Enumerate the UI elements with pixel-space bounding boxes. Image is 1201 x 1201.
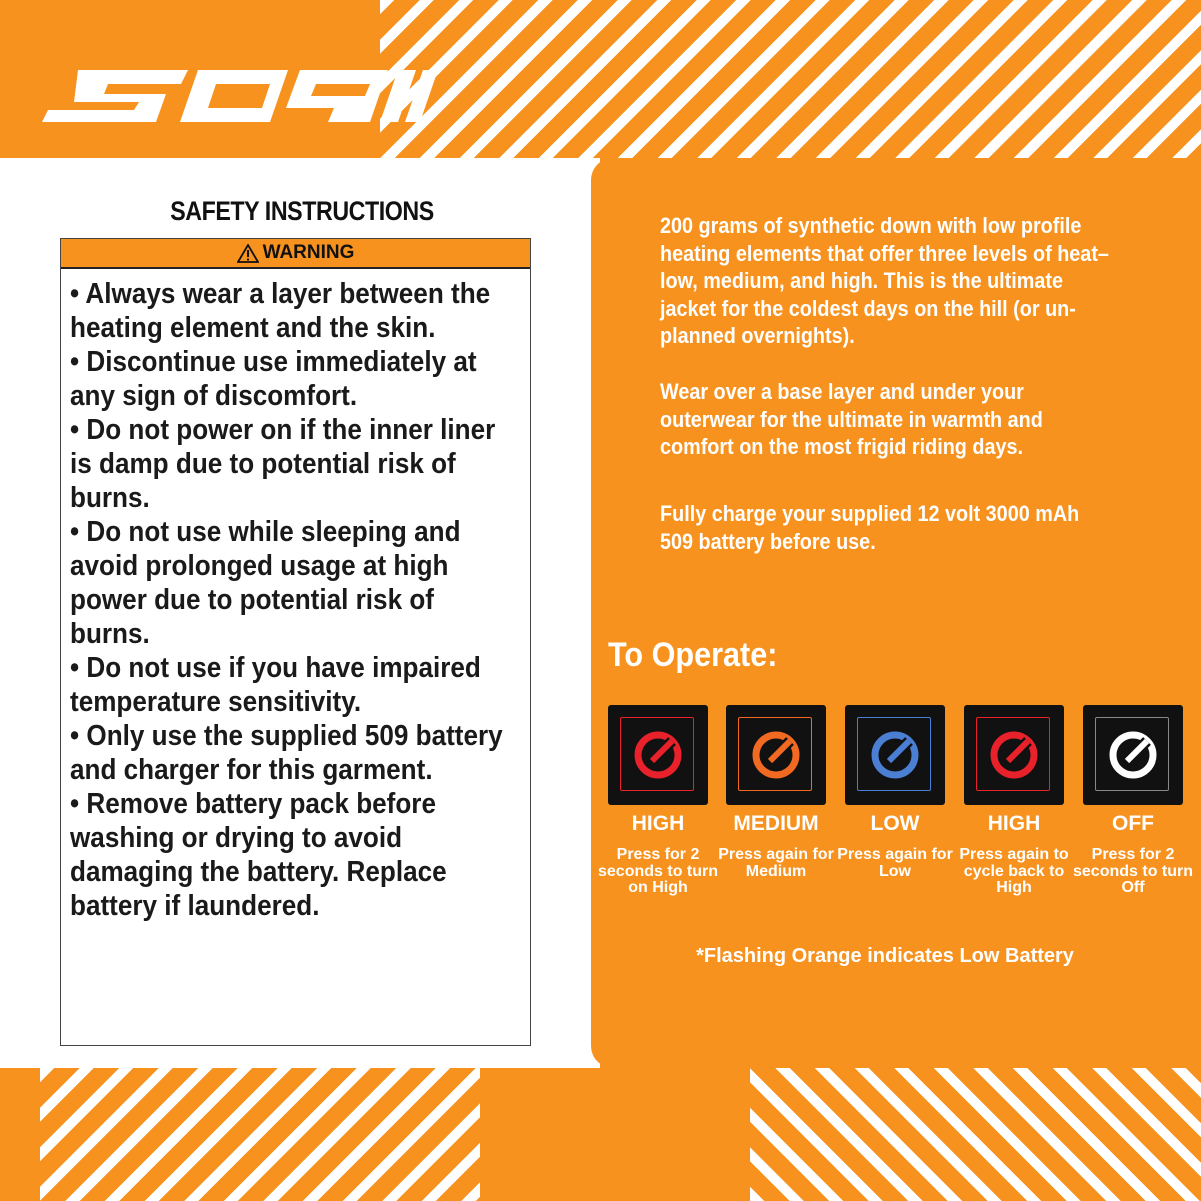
description-paragraph-1: 200 grams of synthetic down with low profile heating elements that offer three levels of heat–low, medium, and high. This is the ultimate jacket for the coldest days on the hill (or un-planned overnights).	[660, 213, 1109, 348]
warning-header	[61, 239, 530, 269]
power-icon	[1103, 725, 1163, 785]
safety-item: • Do not use while sleeping and avoid prolonged usage at high power due to potential risk of burns.	[70, 516, 461, 650]
level-hint: Press for 2 seconds to turn on High	[598, 846, 719, 896]
warning-label: WARNING	[262, 242, 355, 263]
power-button-high-again	[964, 705, 1064, 805]
warning-triangle-icon	[237, 244, 259, 263]
decorative-stripes-bottom-right	[750, 1068, 1201, 1201]
description-paragraph-2: Wear over a base layer and under your outerwear for the ultimate in warmth and comfort on the most frigid riding days.	[660, 379, 1043, 459]
level-hint: Press for 2 seconds to turn Off	[1073, 846, 1194, 896]
operate-step-medium	[716, 705, 836, 880]
level-label: HIGH	[987, 812, 1041, 835]
safety-item: • Do not power on if the inner liner is damp due to potential risk of burns.	[70, 414, 496, 514]
safety-item: • Always wear a layer between the heating element and the skin.	[70, 278, 491, 344]
decorative-stripes-bottom-left	[40, 1068, 480, 1201]
safety-item: • Only use the supplied 509 battery and charger for this garment.	[70, 720, 503, 786]
level-hint: Press again for Low	[837, 846, 953, 880]
safety-list	[61, 269, 520, 923]
power-button-medium	[726, 705, 826, 805]
operate-title: To Operate:	[608, 636, 778, 674]
power-icon	[628, 725, 688, 785]
operate-step-high	[598, 705, 718, 897]
safety-item: • Do not use if you have impaired temperature sensitivity.	[70, 652, 481, 718]
level-label: OFF	[1112, 812, 1154, 835]
decorative-stripes-top	[380, 0, 1201, 160]
description-paragraph-3: Fully charge your supplied 12 volt 3000 mAh 509 battery before use.	[660, 501, 1080, 554]
operate-step-low	[835, 705, 955, 880]
level-label: LOW	[870, 812, 920, 835]
operate-step-high-again	[954, 705, 1074, 897]
operate-buttons	[598, 705, 1201, 935]
power-icon	[865, 725, 925, 785]
safety-item: • Discontinue use immediately at any sign of discomfort.	[70, 346, 477, 412]
power-icon	[984, 725, 1044, 785]
power-icon	[746, 725, 806, 785]
level-label: MEDIUM	[733, 812, 819, 835]
safety-title: SAFETY INSTRUCTIONS	[170, 196, 434, 226]
safety-item: • Remove battery pack before washing or drying to avoid damaging the battery. Replace battery if laundered.	[70, 788, 447, 922]
level-hint: Press again to cycle back to High	[959, 846, 1069, 896]
power-button-off	[1083, 705, 1183, 805]
power-button-low	[845, 705, 945, 805]
operate-step-off	[1073, 705, 1193, 897]
power-button-high	[608, 705, 708, 805]
brand-logo-509	[38, 58, 438, 138]
level-hint: Press again for Medium	[718, 846, 834, 880]
warning-box	[60, 238, 531, 1046]
level-label: HIGH	[631, 812, 685, 835]
low-battery-note: *Flashing Orange indicates Low Battery	[696, 945, 1074, 967]
